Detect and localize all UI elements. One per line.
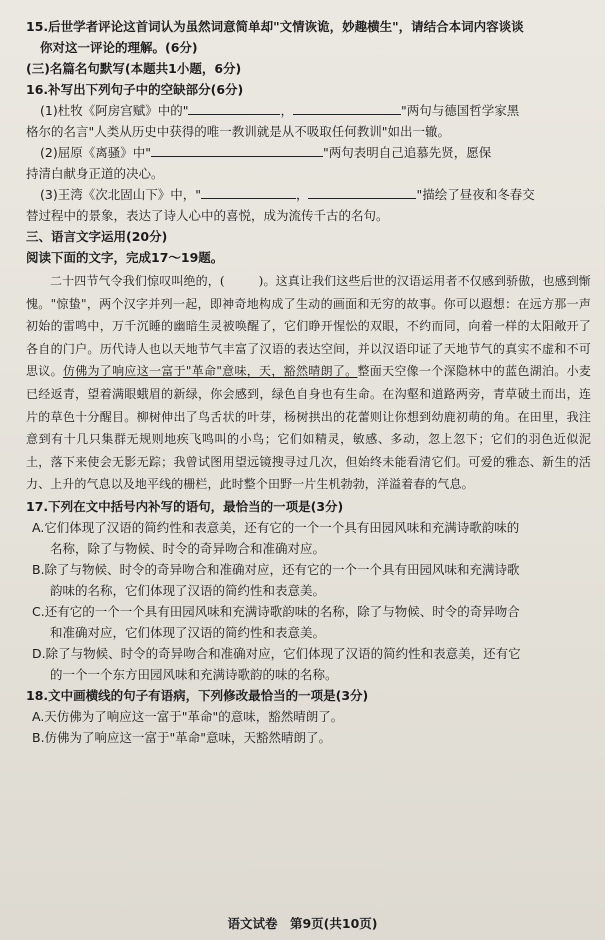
page-footer: 语文试卷 第9页(共10页) — [227, 916, 378, 931]
q16-stem: 16.补写出下列句子中的空缺部分(6分) — [26, 82, 244, 97]
passage-text-1: 二十四节气令我们惊叹叫绝的，( — [50, 274, 225, 288]
q18-stem: 18.文中画横线的句子有语病，下列修改最恰当的一项是(3分) — [26, 687, 369, 703]
section3-heading: (三)名篇名句默写(本题共1小题，6分) — [26, 61, 242, 76]
q16-item1-text-a: (1)杜牧《阿房宫赋》中的" — [40, 103, 189, 118]
passage-text-3: 整面天空像一个深隐林中的蓝色湖泊。小麦已经返青，望着满眼蛾眉的新绿，你会感到，绿色自身也有生命。在沟壑和道路两旁，青草破土而出，连片的草色十分醒目。柳树伸出了鸟舌状的叶芽，杨树拱出的花蕾则让你想到幼鹿初萌的角。在田里，我注意到有十几只集群无规则地疾飞鸣叫的小鸟；它们如精灵，敏感、多动，忽上忽下；它们的羽色近似泥土，落下来使会无影无踪；我曾试图用望远镜搜寻过几次，但始终未能看清它们。可爱的雅态、新生的活力、上升的气息以及地平线的栅栏，此时整个田野一片生机勃勃，洋溢着春的气息。 — [26, 364, 591, 492]
q16-item2-text-b: "两句表明自己追慕先贤，愿保 — [322, 145, 492, 160]
q17-option-d-line2: 的一个一个东方田园风味和充满诗歌韵的味的名称。 — [50, 666, 338, 682]
q16-item2-line2: 持清白献身正道的决心。 — [26, 166, 164, 181]
underlined-sentence: 仿佛为了响应这一富于"革命"意味，天，豁然晴朗了。 — [62, 364, 358, 379]
q16-item2 — [26, 142, 591, 163]
q16-item3-sep: ， — [295, 187, 309, 202]
q16-item3-text-a: (3)王湾《次北固山下》中，" — [40, 187, 201, 202]
q16-item3-line2: 替过程中的景象，表达了诗人心中的喜悦，成为流传千古的名句。 — [26, 208, 389, 223]
q17-option-b-line2: 韵味的名称，它们体现了汉语的简约性和表意美。 — [50, 582, 326, 598]
passage-text-2: )。这真让我们这些后世的汉语运用者不仅感到骄傲，也感到惭愧。"惊蛰"，两个汉字并列一起，即神奇地构成了生动的画面和无穷的故事。你可以遐想：在远方那一声初始的雷鸣中，万千沉睡的幽暗生灵被唤醒了，它们睁开惺忪的双眼，不约而同，向着一样的太阳敞开了各自的门户。历代诗人也以天地节气丰富了汉语的表达空间，并以汉语印证了天地节气的真实不虚和不可思议。 — [26, 274, 591, 379]
reading-intro: 阅读下面的文字，完成17～19题。 — [26, 250, 224, 265]
q17-option-c-line2: 和准确对应，它们体现了汉语的简约性和表意美。 — [50, 624, 326, 640]
answer-blank[interactable] — [151, 144, 323, 157]
q16-item2-text-a: (2)屈原《离骚》中" — [40, 145, 151, 160]
q17-option-d-line1[interactable]: D.除了与物候、时令的奇异吻合和准确对应，它们体现了汉语的简约性和表意美，还有它 — [32, 645, 521, 661]
q17-option-c-line1[interactable]: C.还有它的一个一个具有田园风味和充满诗歌韵味的名称，除了与物候、时令的奇异吻合 — [32, 603, 520, 619]
q16-item1-sep: ， — [280, 103, 293, 118]
q15-line2: 你对这一评论的理解。(6分) — [40, 40, 198, 55]
answer-blank[interactable] — [188, 102, 280, 115]
q16-item3 — [26, 184, 591, 205]
q16-item1 — [26, 100, 591, 121]
q16-item1-text-b: "两句与德国哲学家黑 — [400, 103, 520, 118]
q17-option-a-line1[interactable]: A.它们体现了汉语的简约性和表意美，还有它的一个一个具有田园风味和充满诗歌韵味的 — [32, 519, 520, 535]
answer-blank[interactable] — [308, 186, 416, 199]
reading-passage — [26, 270, 591, 496]
q17-option-b-line1[interactable]: B.除了与物候、时令的奇异吻合和准确对应，还有它的一个一个具有田园风味和充满诗歌 — [32, 561, 520, 577]
answer-blank[interactable] — [293, 102, 401, 115]
q18-option-a[interactable]: A.天仿佛为了响应这一富于"革命"的意味，豁然晴朗了。 — [32, 708, 344, 724]
q16-item3-text-b: "描绘了昼夜和冬春交 — [416, 187, 535, 202]
q15-line1: 15.后世学者评论这首词认为虽然词意简单却"文情诙诡，妙趣横生"，请结合本词内容谈谈 — [26, 19, 524, 34]
part3-heading: 三、语言文字运用(20分) — [26, 229, 168, 244]
q16-item1-line2: 格尔的名言"人类从历史中获得的唯一教训就是从不吸取任何教训"如出一辙。 — [26, 124, 451, 139]
q17-option-a-line2: 名称，除了与物候、时令的奇异吻合和准确对应。 — [50, 540, 326, 556]
q17-stem: 17.下列在文中括号内补写的语句，最恰当的一项是(3分) — [26, 498, 344, 514]
answer-blank[interactable] — [201, 186, 296, 199]
q18-option-b[interactable]: B.仿佛为了响应这一富于"革命"意味，天豁然晴朗了。 — [32, 729, 332, 745]
